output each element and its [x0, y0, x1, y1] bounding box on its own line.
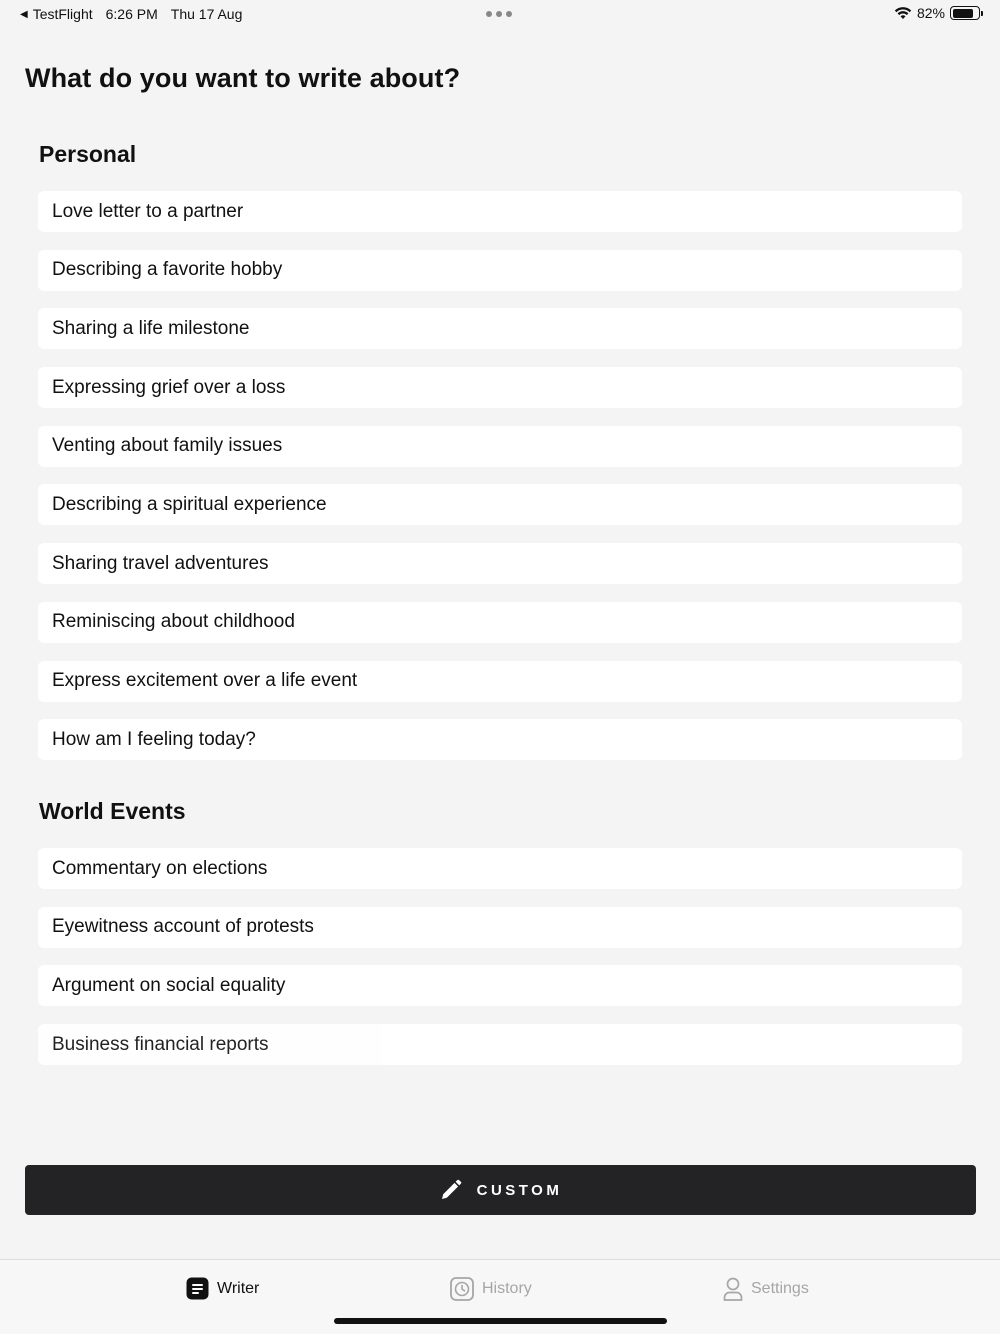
person-icon: [723, 1277, 743, 1301]
back-app-label[interactable]: TestFlight: [32, 6, 93, 22]
personal-topic-list: [38, 191, 962, 778]
section-title-world-events: World Events: [39, 798, 186, 824]
status-left: [20, 6, 255, 22]
section-title-personal: Personal: [39, 141, 137, 167]
list-item[interactable]: Sharing a life milestone: [38, 308, 962, 349]
world-events-topic-list: [38, 848, 962, 1083]
battery-percent: 82%: [916, 5, 945, 21]
page-title: What do you want to write about?: [25, 63, 461, 93]
tab-history[interactable]: [450, 1277, 532, 1301]
list-item[interactable]: How am I feeling today?: [38, 719, 962, 760]
battery-fill: [953, 9, 974, 18]
list-item[interactable]: Business financial reports: [38, 1024, 962, 1065]
document-icon: [186, 1277, 209, 1300]
tab-settings[interactable]: [723, 1277, 809, 1301]
list-item[interactable]: Argument on social equality: [38, 965, 962, 1006]
list-item[interactable]: Reminiscing about childhood: [38, 602, 962, 643]
wifi-icon: [894, 6, 912, 20]
list-item[interactable]: Eyewitness account of protests: [38, 907, 962, 948]
list-item[interactable]: Describing a spiritual experience: [38, 484, 962, 525]
custom-button[interactable]: [25, 1165, 976, 1215]
tab-writer[interactable]: [186, 1277, 259, 1300]
pencil-icon: [439, 1178, 463, 1202]
list-item[interactable]: Sharing travel adventures: [38, 543, 962, 584]
multitasking-dots-icon[interactable]: [486, 11, 512, 17]
status-time: 6:26 PM: [105, 6, 158, 22]
tab-writer-label: Writer: [217, 1279, 260, 1297]
list-item[interactable]: Expressing grief over a loss: [38, 367, 962, 408]
clock-icon: [450, 1277, 474, 1301]
list-item[interactable]: Express excitement over a life event: [38, 661, 962, 702]
back-arrow-icon[interactable]: ◀: [20, 8, 28, 20]
status-right: [894, 5, 980, 21]
battery-icon: [950, 6, 980, 20]
status-date: Thu 17 Aug: [170, 6, 243, 22]
list-item[interactable]: Venting about family issues: [38, 426, 962, 467]
status-bar: [0, 0, 1000, 28]
tab-history-label: History: [482, 1280, 532, 1297]
custom-button-label: CUSTOM: [476, 1181, 563, 1199]
list-item[interactable]: Commentary on elections: [38, 848, 962, 889]
list-item[interactable]: Describing a favorite hobby: [38, 250, 962, 291]
list-item[interactable]: Love letter to a partner: [38, 191, 962, 232]
tab-settings-label: Settings: [751, 1280, 809, 1297]
home-indicator: [334, 1318, 667, 1324]
